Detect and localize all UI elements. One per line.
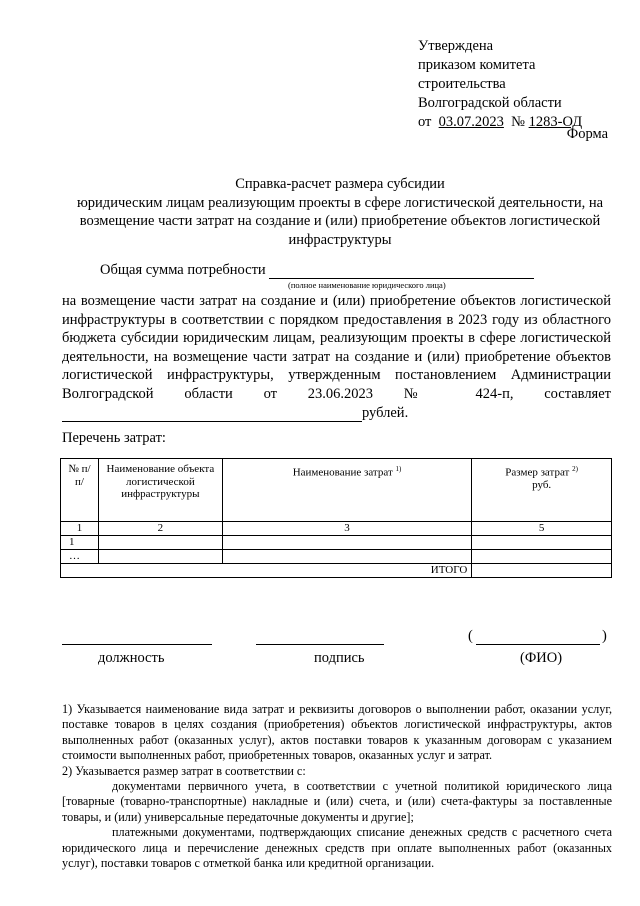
title-line3: возмещение части затрат на создание и (или) приобретение объектов логистической: [79, 213, 601, 229]
approval-date-line: [418, 113, 582, 132]
title-line4: инфраструктуры: [288, 231, 392, 248]
row-amount-cell[interactable]: [472, 536, 612, 550]
approval-line1: Утверждена: [418, 38, 494, 54]
col-number-3: 3: [222, 522, 471, 536]
header-cost-name-text: Наименование затрат: [292, 466, 393, 479]
row-object-cell[interactable]: [98, 550, 222, 564]
footnote-1: 1) Указывается наименование вида затрат и реквизиты договоров о выполнении работ, оказании услуг, поставке товаров в целях создания (приобретения) объектов логистической инфраструктуры, актов выполненных работ (оказанных услуг), актов поставки товаров к указанным договорам с указанием стоимости выполненных работ, приобретенных товаров, оказанных услуг и затрат.: [62, 702, 612, 763]
row-num: …: [61, 550, 99, 564]
row-cost-name-cell[interactable]: [222, 536, 471, 550]
approval-date: 03.07.2023: [438, 114, 504, 130]
sum-amount-field[interactable]: [62, 407, 362, 422]
approval-line4: Волгоградской области: [418, 95, 562, 111]
company-name-hint: (полное наименование юридического лица): [288, 280, 446, 290]
signature-block: [0, 628, 640, 668]
sum-line: [100, 262, 534, 279]
row-object-cell[interactable]: [98, 536, 222, 550]
approval-number: 1283-ОД: [528, 114, 583, 130]
fio-close-paren: ): [602, 628, 607, 644]
header-amount-unit: руб.: [532, 479, 552, 492]
footnote-2: 2) Указывается размер затрат в соответствии с:: [62, 763, 306, 778]
footnote-ref-1: 1): [395, 465, 402, 473]
title-line2: юридическим лицам реализующим проекты в сфере логистической деятельности, на: [76, 194, 604, 211]
sum-label: Общая сумма потребности: [100, 262, 266, 278]
table-header-row: [61, 459, 612, 522]
position-field[interactable]: [62, 628, 212, 645]
fio-label: (ФИО): [520, 650, 563, 666]
main-paragraph: [62, 292, 611, 422]
header-object: Наименование объекта логистической инфраструктуры: [98, 459, 222, 522]
col-number-1: 1: [61, 522, 99, 536]
approval-block: [418, 37, 582, 132]
row-amount-cell[interactable]: [472, 550, 612, 564]
fio-field[interactable]: [476, 628, 600, 645]
signature-field[interactable]: [256, 628, 384, 645]
cost-list-title: Перечень затрат:: [62, 430, 166, 446]
total-label: ИТОГО: [61, 564, 472, 578]
document-title: [60, 175, 620, 249]
title-line1: Справка-расчет размера субсидии: [235, 176, 445, 192]
header-amount-text: Размер затрат: [505, 466, 570, 479]
header-amount: [472, 459, 612, 522]
paragraph-suffix: рублей.: [362, 404, 409, 421]
approval-from-label: от: [418, 114, 432, 130]
table-row: [61, 550, 612, 564]
col-number-2: 2: [98, 522, 222, 536]
footnote-2a: документами первичного учета, в соответствии с учетной политикой юридического лица [товарные (товарно-транспортные) накладные и (или) счета, и (или) счета-фактуры за поставленные товары, и (или) универсальные передаточные документы и другие];: [62, 779, 612, 824]
costs-table: [60, 458, 612, 578]
row-cost-name-cell[interactable]: [222, 550, 471, 564]
position-label: должность: [98, 650, 165, 666]
paragraph-text: на возмещение части затрат на создание и (или) приобретение объектов логистической инфраструктуры в соответствии с порядком предоставления в 2023 году из областного бюджета субсидии юридическим лицам, реализующим проекты в сфере логистической деятельности, на возмещение части затрат на создание и (или) приобретение объектов логистической инфраструктуры, утвержденным постановлением Администрации Волгоградской области от 23.06.2023 № 424-п, составляет: [62, 293, 611, 402]
footnotes: [62, 702, 612, 871]
company-name-field[interactable]: [269, 264, 534, 279]
approval-number-label: №: [511, 114, 525, 130]
table-total-row: [61, 564, 612, 578]
footnote-2b: платежными документами, подтверждающих списание денежных средств с расчетного счета юридического лица и перечисление денежных средств при оплате выполненных работ (оказанных услуг), поставки товаров с отметкой банка или кредитной организации.: [62, 825, 612, 871]
approval-line3: строительства: [418, 76, 506, 92]
col-number-4: 5: [472, 522, 612, 536]
footnote-ref-2: 2): [572, 465, 578, 473]
table-column-numbers: [61, 522, 612, 536]
signature-label: подпись: [314, 650, 365, 666]
approval-line2: приказом комитета: [418, 57, 536, 73]
table-row: [61, 536, 612, 550]
total-amount-cell[interactable]: [472, 564, 612, 578]
fio-open-paren: (: [468, 628, 473, 644]
header-cost-name: [222, 459, 471, 522]
form-label: Форма: [566, 126, 608, 142]
header-num: № п/п/: [61, 459, 99, 522]
row-num: 1: [61, 536, 99, 550]
